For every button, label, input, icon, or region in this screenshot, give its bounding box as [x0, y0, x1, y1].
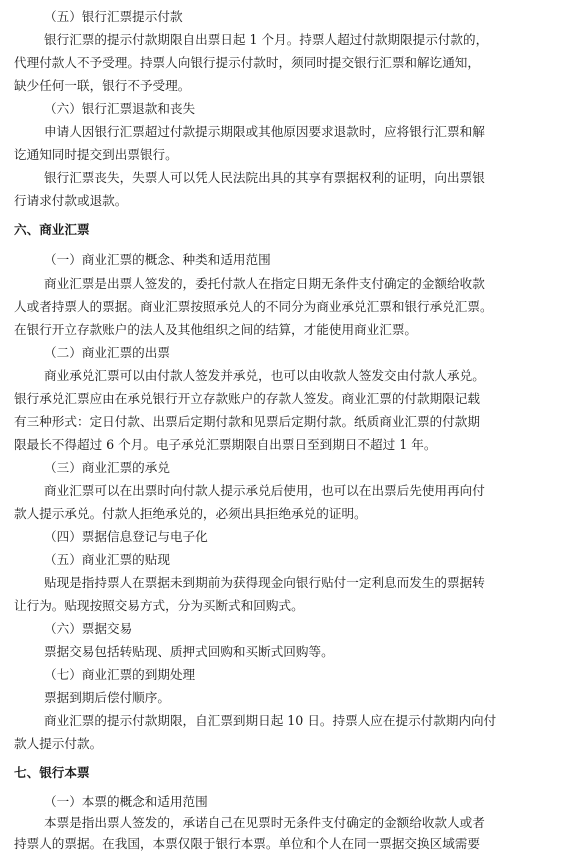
paragraph-line: 缺少任何一联，银行不予受理。 [14, 78, 191, 93]
subsection-heading: （四）票据信息登记与电子化 [44, 529, 208, 544]
paragraph-line: 票据交易包括转贴现、质押式回购和买断式回购等。 [44, 644, 334, 659]
paragraph-line: 商业承兑汇票可以由付款人签发并承兑，也可以由收款人签发交由付款人承兑。 [44, 368, 485, 383]
paragraph-line: 商业汇票可以在出票时向付款人提示承兑后使用，也可以在出票后先使用再向付 [44, 483, 485, 498]
paragraph-line: 申请人因银行汇票超过付款提示期限或其他原因要求退款时，应将银行汇票和解 [44, 124, 485, 139]
paragraph-line: 讫通知同时提交到出票银行。 [14, 147, 178, 162]
paragraph-line: 款人提示承兑。付款人拒绝承兑的，必须出具拒绝承兑的证明。 [14, 506, 367, 521]
paragraph-line: 票据到期后偿付顺序。 [44, 690, 170, 705]
paragraph-line: 银行承兑汇票应由在承兑银行开立存款账户的存款人签发。商业汇票的付款期限记载 [14, 391, 480, 406]
subsection-heading: （五）商业汇票的贴现 [44, 552, 170, 567]
paragraph-line: 代理付款人不予受理。持票人向银行提示付款时，须同时提交银行汇票和解讫通知， [14, 55, 480, 70]
paragraph-line: 银行汇票丧失，失票人可以凭人民法院出具的其享有票据权利的证明，向出票银 [44, 170, 485, 185]
paragraph-line: 商业汇票的提示付款期限，自汇票到期日起 10 日。持票人应在提示付款期内向付 [44, 713, 497, 728]
paragraph-line: 银行汇票的提示付款期限自出票日起 1 个月。持票人超过付款期限提示付款的， [44, 32, 489, 47]
subsection-heading: （一）本票的概念和适用范围 [44, 794, 208, 809]
paragraph-line: 在银行开立存款账户的法人及其他组织之间的结算，才能使用商业汇票。 [14, 322, 417, 337]
paragraph-line: 行请求付款或退款。 [14, 193, 128, 208]
paragraph-line: 有三种形式：定日付款、出票后定期付款和见票后定期付款。纸质商业汇票的付款期 [14, 414, 480, 429]
subsection-heading: （一）商业汇票的概念、种类和适用范围 [44, 252, 271, 267]
paragraph-line: 款人提示付款。 [14, 736, 103, 751]
paragraph-line: 贴现是指持票人在票据未到期前为获得现金向银行贴付一定利息而发生的票据转 [44, 575, 485, 590]
subsection-heading: （七）商业汇票的到期处理 [44, 667, 196, 682]
paragraph-line: 限最长不得超过 6 个月。电子承兑汇票期限自出票日至到期日不超过 1 年。 [14, 437, 437, 452]
paragraph-line: 本票是指出票人签发的，承诺自己在见票时无条件支付确定的金额给收款人或者 [44, 815, 485, 830]
subsection-heading: （二）商业汇票的出票 [44, 345, 170, 360]
paragraph-line: 持票人的票据。在我国，本票仅限于银行本票。单位和个人在同一票据交换区域需要 [14, 836, 480, 851]
paragraph-line: 人或者持票人的票据。商业汇票按照承兑人的不同分为商业承兑汇票和银行承兑汇票。 [14, 299, 493, 314]
paragraph-line: 商业汇票是出票人签发的，委托付款人在指定日期无条件支付确定的金额给收款 [44, 276, 485, 291]
section-heading: 七、银行本票 [14, 765, 90, 780]
subsection-heading: （六）银行汇票退款和丧失 [44, 101, 196, 116]
paragraph-line: 让行为。贴现按照交易方式，分为买断式和回购式。 [14, 598, 304, 613]
subsection-heading: （三）商业汇票的承兑 [44, 460, 170, 475]
subsection-heading: （五）银行汇票提示付款 [44, 9, 183, 24]
section-heading: 六、商业汇票 [14, 222, 90, 237]
subsection-heading: （六）票据交易 [44, 621, 133, 636]
